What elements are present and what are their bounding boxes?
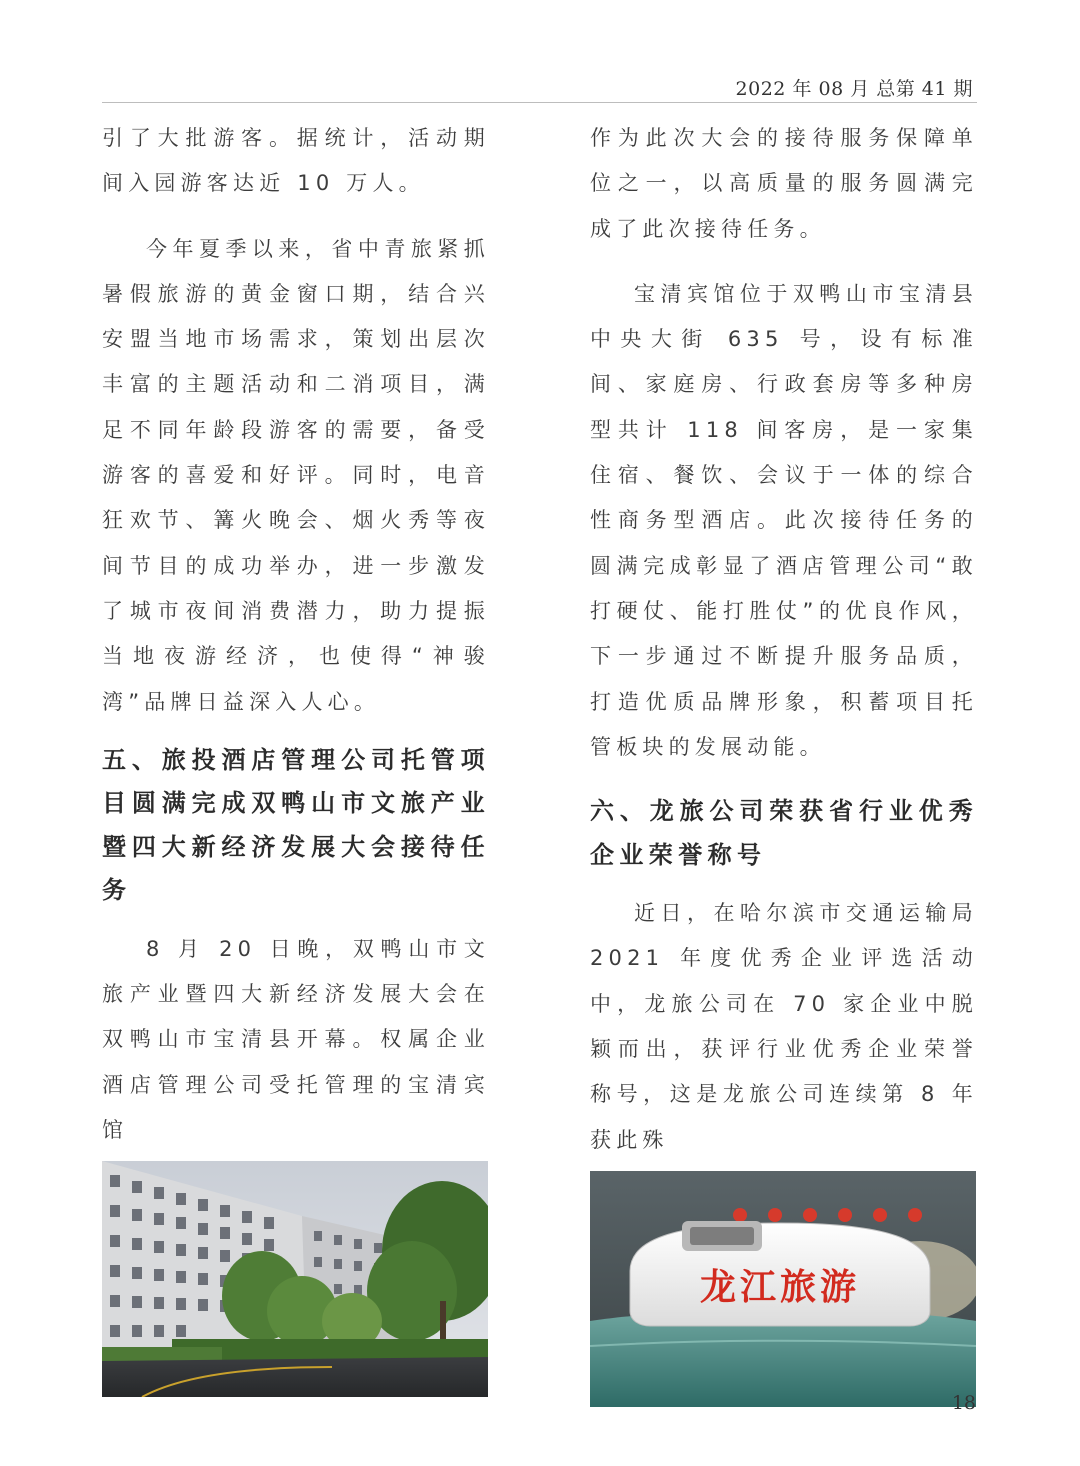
left-paragraph-3: 8 月 20 日晚，双鸭山市文旅产业暨四大新经济发展大会在双鸭山市宝清县开幕。权属企业酒店管理公司受托管理的宝清宾馆 bbox=[102, 936, 490, 1143]
left-paragraph-2: 今年夏季以来，省中青旅紧抓暑假旅游的黄金窗口期，结合兴安盟当地市场需求，策划出层次丰富的主题活动和二消项目，满足不同年龄段游客的需要，备受游客的喜爱和好评。同时，电音狂欢节、篝火晚会、烟火秀等夜间节目的成功举办，进一步激发了城市夜间消费潜力，助力提振当地夜游经济，也使得“神骏湾”品牌日益深入人心。 bbox=[102, 236, 490, 714]
right-paragraph-1: 作为此次大会的接待服务保障单位之一，以高质量的服务圆满完成了此次接待任务。 bbox=[590, 126, 978, 241]
right-paragraph-3: 近日，在哈尔滨市交通运输局 2021 年度优秀企业评选活动中，龙旅公司在 70 家企业中脱颖而出，获评行业优秀企业荣誉称号，这是龙旅公司连续第 8 年获此殊 bbox=[590, 901, 978, 1152]
taxi-sign-text: 龙江旅游 bbox=[699, 1265, 861, 1308]
taxi-photo bbox=[590, 1171, 976, 1407]
left-paragraph-1: 引了大批游客。据统计，活动期间入园游客达近 10 万人。 bbox=[102, 126, 490, 196]
section-five-heading: 五、旅投酒店管理公司托管项目圆满完成双鸭山市文旅产业暨四大新经济发展大会接待任务 bbox=[102, 745, 490, 905]
left-column bbox=[102, 116, 490, 1397]
right-paragraph-2: 宝清宾馆位于双鸭山市宝清县中央大街 635 号，设有标准间、家庭房、行政套房等多种房型共计 118 间客房，是一家集住宿、餐饮、会议于一体的综合性商务型酒店。此次接待任务的圆满完成彰显了酒店管理公司“敢打硬仗、能打胜仗”的优良作风，下一步通过不断提升服务品质，打造优质品牌形象，积蓄项目托管板块的发展动能。 bbox=[590, 281, 978, 759]
issue-label: 2022 年 08 月 总第 41 期 bbox=[735, 78, 973, 100]
page-header bbox=[102, 70, 977, 103]
hotel-photo bbox=[102, 1161, 488, 1397]
page-number: 18 bbox=[951, 1392, 976, 1414]
right-column bbox=[590, 116, 978, 1407]
section-six-heading: 六、龙旅公司荣获省行业优秀企业荣誉称号 bbox=[590, 797, 978, 869]
